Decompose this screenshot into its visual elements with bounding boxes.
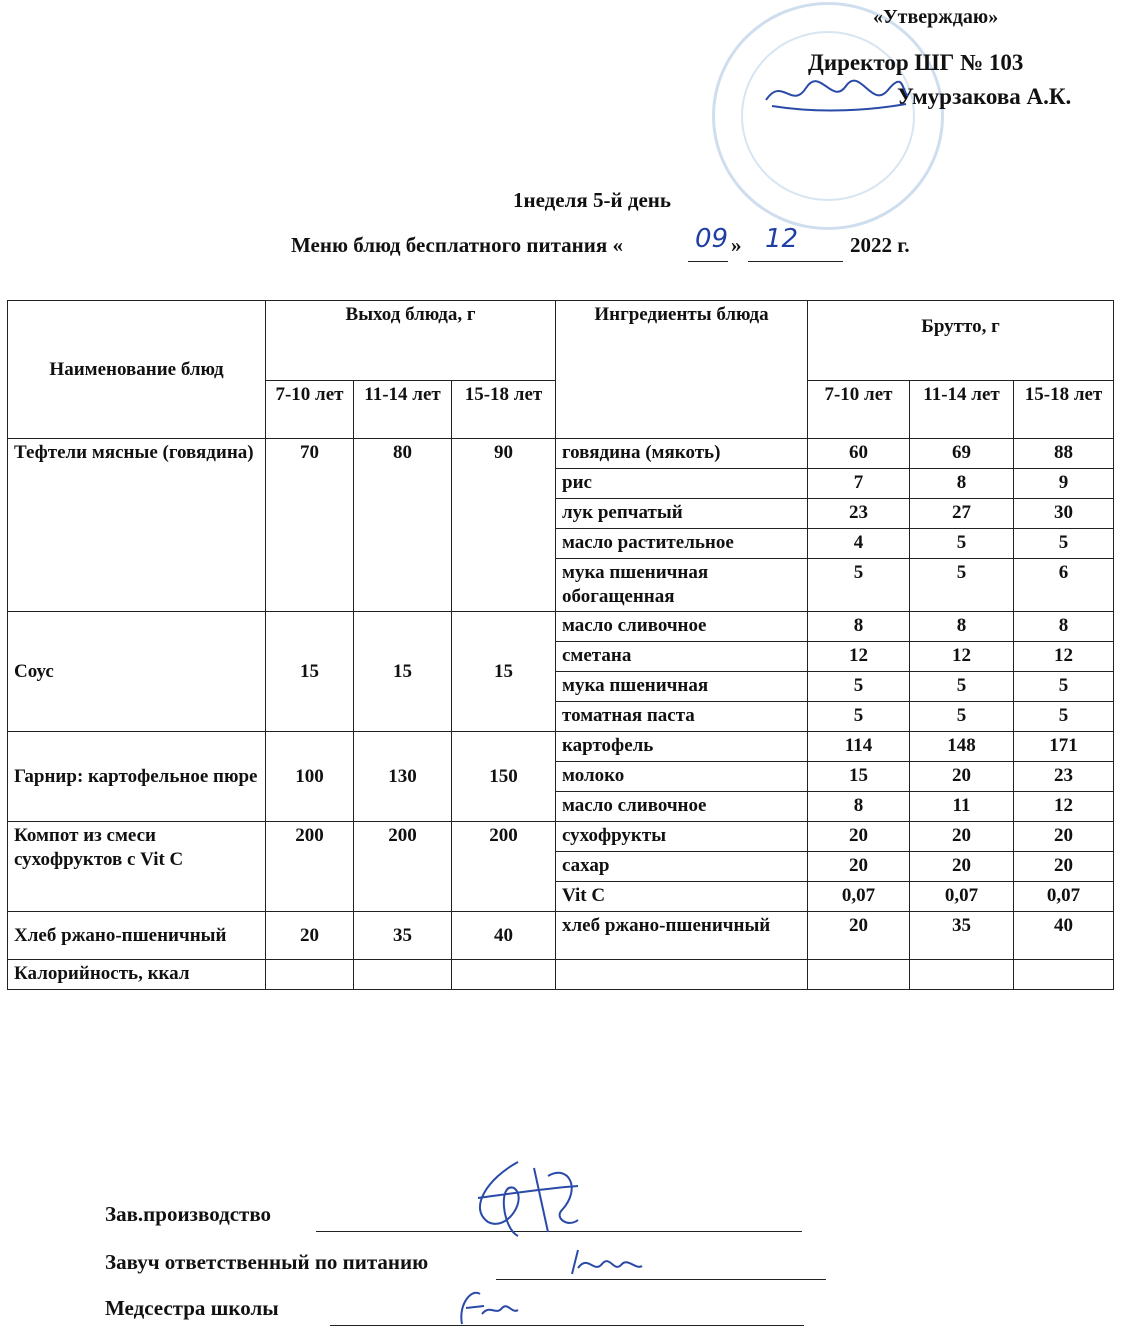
calories-empty-cell [910, 960, 1014, 990]
brutto-cell: 5 [808, 702, 910, 732]
calories-empty-cell [556, 960, 808, 990]
brutto-cell: 8 [808, 612, 910, 642]
ingredient-cell: сухофрукты [556, 822, 808, 852]
calories-empty-cell [354, 960, 452, 990]
ingredient-cell: картофель [556, 732, 808, 762]
director-name: Умурзакова А.К. [897, 84, 1072, 109]
brutto-cell: 8 [1014, 612, 1114, 642]
brutto-cell: 12 [808, 642, 910, 672]
brutto-cell: 20 [808, 822, 910, 852]
week-day-title: 1неделя 5-й день [513, 188, 671, 212]
brutto-cell: 20 [910, 852, 1014, 882]
menu-table-body [8, 301, 1114, 990]
brutto-cell: 0,07 [1014, 882, 1114, 912]
age-brutto-7-10: 7-10 лет [808, 381, 910, 439]
brutto-cell: 20 [808, 852, 910, 882]
brutto-cell: 23 [1014, 762, 1114, 792]
table-header-row [8, 301, 1114, 381]
menu-title-middle: » [731, 233, 742, 257]
brutto-cell: 88 [1014, 439, 1114, 469]
brutto-cell: 0,07 [808, 882, 910, 912]
output-cell: 200 [266, 822, 354, 912]
calories-empty-cell [1014, 960, 1114, 990]
dish-name-cell: Тефтели мясные (говядина) [8, 439, 266, 612]
brutto-cell: 35 [910, 912, 1014, 960]
brutto-cell: 23 [808, 499, 910, 529]
brutto-cell: 27 [910, 499, 1014, 529]
brutto-cell: 30 [1014, 499, 1114, 529]
brutto-cell: 20 [910, 822, 1014, 852]
output-cell: 100 [266, 732, 354, 822]
ingredient-cell: томатная паста [556, 702, 808, 732]
approve-label: «Утверждаю» [873, 6, 999, 28]
ingredient-cell: мука пшеничная [556, 672, 808, 702]
dish-name-cell: Соус [8, 612, 266, 732]
brutto-cell: 60 [808, 439, 910, 469]
output-cell: 15 [354, 612, 452, 732]
table-row [8, 822, 1114, 852]
output-cell: 15 [266, 612, 354, 732]
header-brutto: Брутто, г [808, 301, 1114, 381]
brutto-cell: 7 [808, 469, 910, 499]
calories-empty-cell [266, 960, 354, 990]
brutto-cell: 5 [1014, 702, 1114, 732]
brutto-cell: 5 [910, 559, 1014, 612]
day-blank-line [688, 259, 728, 262]
age-output-7-10: 7-10 лет [266, 381, 354, 439]
production-signature [458, 1158, 588, 1248]
menu-table [7, 300, 1114, 990]
nurse-signature-line [330, 1323, 804, 1326]
output-cell: 90 [452, 439, 556, 612]
brutto-cell: 11 [910, 792, 1014, 822]
output-cell: 150 [452, 732, 556, 822]
ingredient-cell: сметана [556, 642, 808, 672]
brutto-cell: 9 [1014, 469, 1114, 499]
dish-name-cell: Гарнир: картофельное пюре [8, 732, 266, 822]
brutto-cell: 5 [910, 672, 1014, 702]
brutto-cell: 0,07 [910, 882, 1014, 912]
nurse-signature [452, 1284, 522, 1334]
table-row [8, 612, 1114, 642]
age-brutto-15-18: 15-18 лет [1014, 381, 1114, 439]
brutto-cell: 5 [808, 672, 910, 702]
brutto-cell: 6 [1014, 559, 1114, 612]
brutto-cell: 5 [1014, 529, 1114, 559]
age-output-15-18: 15-18 лет [452, 381, 556, 439]
calories-empty-cell [808, 960, 910, 990]
brutto-cell: 5 [808, 559, 910, 612]
header-output: Выход блюда, г [266, 301, 556, 381]
head-teacher-signature-line [496, 1277, 826, 1280]
head-teacher-signature [566, 1244, 646, 1284]
table-row [8, 439, 1114, 469]
month-blank-line [748, 259, 843, 262]
output-cell: 200 [452, 822, 556, 912]
brutto-cell: 12 [1014, 642, 1114, 672]
table-row [8, 912, 1114, 960]
director-signature [762, 70, 912, 120]
table-row [8, 732, 1114, 762]
brutto-cell: 171 [1014, 732, 1114, 762]
brutto-cell: 40 [1014, 912, 1114, 960]
brutto-cell: 148 [910, 732, 1014, 762]
brutto-cell: 20 [910, 762, 1014, 792]
brutto-cell: 114 [808, 732, 910, 762]
ingredient-cell: лук репчатый [556, 499, 808, 529]
output-cell: 200 [354, 822, 452, 912]
brutto-cell: 5 [910, 529, 1014, 559]
brutto-cell: 12 [910, 642, 1014, 672]
menu-title [291, 233, 623, 258]
calories-empty-cell [452, 960, 556, 990]
brutto-cell: 20 [1014, 822, 1114, 852]
nurse-label: Медсестра школы [105, 1296, 279, 1320]
output-cell: 15 [452, 612, 556, 732]
age-output-11-14: 11-14 лет [354, 381, 452, 439]
handwritten-month: 12 [765, 224, 799, 254]
header-ingredients: Ингредиенты блюда [556, 301, 808, 439]
handwritten-day: 09 [695, 224, 729, 254]
age-brutto-11-14: 11-14 лет [910, 381, 1014, 439]
output-cell: 40 [452, 912, 556, 960]
ingredient-cell: хлеб ржано-пшеничный [556, 912, 808, 960]
ingredient-cell: сахар [556, 852, 808, 882]
output-cell: 35 [354, 912, 452, 960]
production-label: Зав.производство [105, 1202, 272, 1226]
brutto-cell: 69 [910, 439, 1014, 469]
ingredient-cell: молоко [556, 762, 808, 792]
ingredient-cell: Vit C [556, 882, 808, 912]
ingredient-cell: мука пшеничная обогащенная [556, 559, 808, 612]
ingredient-cell: говядина (мякоть) [556, 439, 808, 469]
brutto-cell: 20 [1014, 852, 1114, 882]
ingredient-cell: рис [556, 469, 808, 499]
output-cell: 130 [354, 732, 452, 822]
brutto-cell: 20 [808, 912, 910, 960]
output-cell: 70 [266, 439, 354, 612]
brutto-cell: 5 [1014, 672, 1114, 702]
calories-label: Калорийность, ккал [8, 960, 266, 990]
dish-name-cell: Хлеб ржано-пшеничный [8, 912, 266, 960]
brutto-cell: 5 [910, 702, 1014, 732]
ingredient-cell: масло сливочное [556, 612, 808, 642]
brutto-cell: 15 [808, 762, 910, 792]
output-cell: 80 [354, 439, 452, 612]
brutto-cell: 8 [910, 469, 1014, 499]
header-dish-name: Наименование блюд [8, 301, 266, 439]
menu-title-year: 2022 г. [850, 233, 910, 257]
brutto-cell: 12 [1014, 792, 1114, 822]
head-teacher-label: Завуч ответственный по питанию [105, 1250, 429, 1274]
brutto-cell: 8 [808, 792, 910, 822]
output-cell: 20 [266, 912, 354, 960]
menu-title-prefix: Меню блюд бесплатного питания « [291, 233, 623, 257]
ingredient-cell: масло растительное [556, 529, 808, 559]
calories-row [8, 960, 1114, 990]
dish-name-cell: Компот из смеси сухофруктов с Vit C [8, 822, 266, 912]
director-title: Директор ШГ № 103 [808, 50, 1024, 75]
brutto-cell: 4 [808, 529, 910, 559]
ingredient-cell: масло сливочное [556, 792, 808, 822]
brutto-cell: 8 [910, 612, 1014, 642]
